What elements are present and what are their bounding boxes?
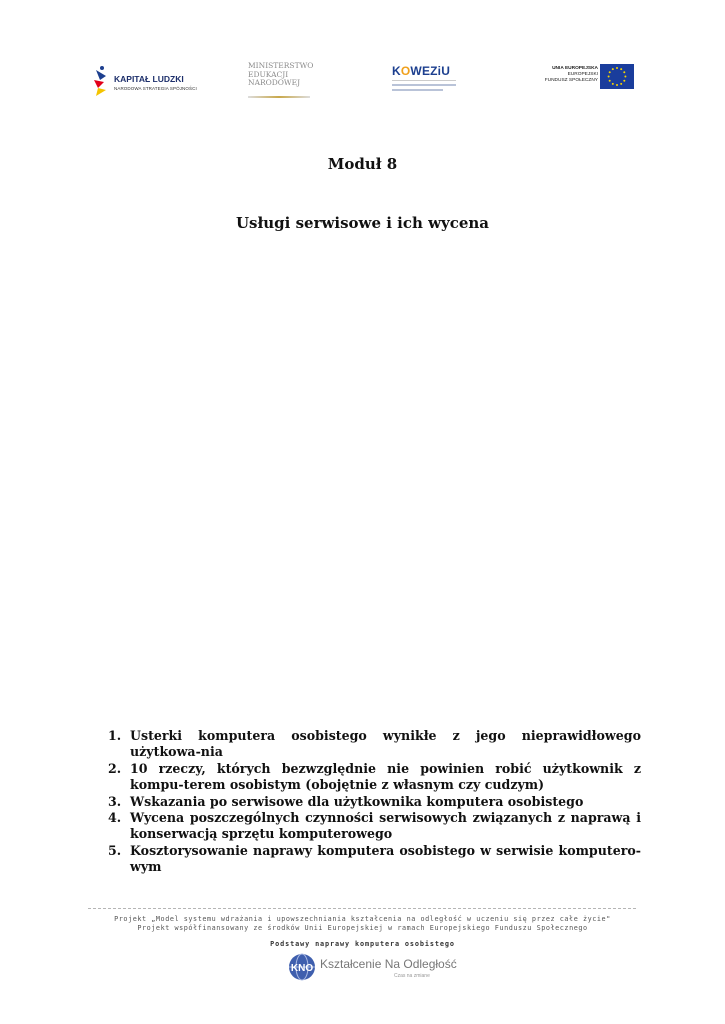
footer-project-line: Projekt „Model systemu wdrażania i upowszechniania kształcenia na odległość w uczeniu się przez całe życie"	[114, 915, 611, 923]
toc-item	[108, 810, 641, 843]
toc-item-number: 3.	[108, 793, 122, 809]
ministerstwo-line3: NARODOWEJ	[248, 78, 301, 87]
toc-item	[108, 761, 641, 794]
unia-europejska-logo	[544, 64, 634, 94]
ksztalcenie-na-odleglosc-logo	[288, 953, 457, 983]
toc-item	[108, 794, 641, 810]
unia-line2: EUROPEJSKI	[567, 72, 598, 78]
toc-item-text: 10 rzeczy, których bezwzględnie nie powinien robić użytkownik z kompu-terem osobistym (obojętnie z własnym czy cudzym)	[130, 760, 641, 793]
module-number: Moduł 8	[327, 155, 398, 173]
ministerstwo-line2: EDUKACJI	[248, 69, 289, 79]
unia-line3: FUNDUSZ SPOŁECZNY	[544, 78, 598, 84]
table-of-contents	[108, 728, 641, 876]
module-title: Usługi serwisowe i ich wycena	[235, 214, 490, 232]
unia-line1: UNIA EUROPEJSKA	[552, 66, 598, 71]
toc-item-text: Wycena poszczególnych czynności serwisowych związanych z naprawą i konserwacją sprzętu komputerowego	[130, 810, 641, 842]
toc-item-text: Usterki komputera osobistego wynikłe z jego nieprawidłowego użytkowa-nia	[130, 728, 641, 760]
koweziu-name	[392, 64, 462, 78]
eu-flag-icon	[600, 64, 634, 89]
kapital-ludzki-logo	[92, 66, 202, 104]
toc-item	[108, 728, 641, 761]
toc-item-number: 5.	[108, 842, 122, 858]
kapital-ludzki-icon	[92, 66, 108, 98]
ministerstwo-underline	[248, 96, 310, 98]
kna-logo-subtitle: Czas na zmiane	[394, 973, 430, 979]
toc-item-text: Kosztorysowanie naprawy komputera osobistego w serwisie komputero-wym	[130, 842, 641, 875]
footer-divider	[88, 908, 636, 909]
koweziu-logo	[392, 64, 462, 104]
toc-item-number: 2.	[108, 760, 122, 776]
koweziu-subtitle-lines	[392, 80, 456, 91]
kna-logo-name: Kształcenie Na Odległość	[320, 957, 457, 971]
kapital-ludzki-name: KAPITAŁ LUDZKI	[114, 74, 184, 84]
unia-europejska-text	[545, 66, 598, 85]
ministerstwo-line1: MINISTERSTWO	[248, 61, 314, 70]
koweziu-name-part2: WEZiU	[410, 64, 451, 78]
ministerstwo-logo	[248, 62, 318, 102]
koweziu-name-part1: K	[392, 64, 401, 78]
kapital-ludzki-subtitle: NARODOWA STRATEGIA SPÓJNOŚCI	[114, 86, 197, 91]
toc-item-number: 4.	[108, 810, 122, 826]
kna-globe-icon	[288, 953, 316, 981]
footer-funding-line: Projekt współfinansowany ze środków Unii Europejskiej w ramach Europejskiego Funduszu Społecznego	[137, 924, 588, 932]
svg-text:KNO: KNO	[290, 963, 314, 974]
footer-course-name: Podstawy naprawy komputera osobistego	[270, 940, 455, 948]
koweziu-name-accent: O	[400, 64, 411, 78]
toc-item	[108, 843, 641, 876]
toc-item-text: Wskazania po serwisowe dla użytkownika komputera osobistego	[130, 793, 584, 809]
toc-item-number: 1.	[108, 728, 122, 743]
logo-bar	[0, 58, 725, 108]
